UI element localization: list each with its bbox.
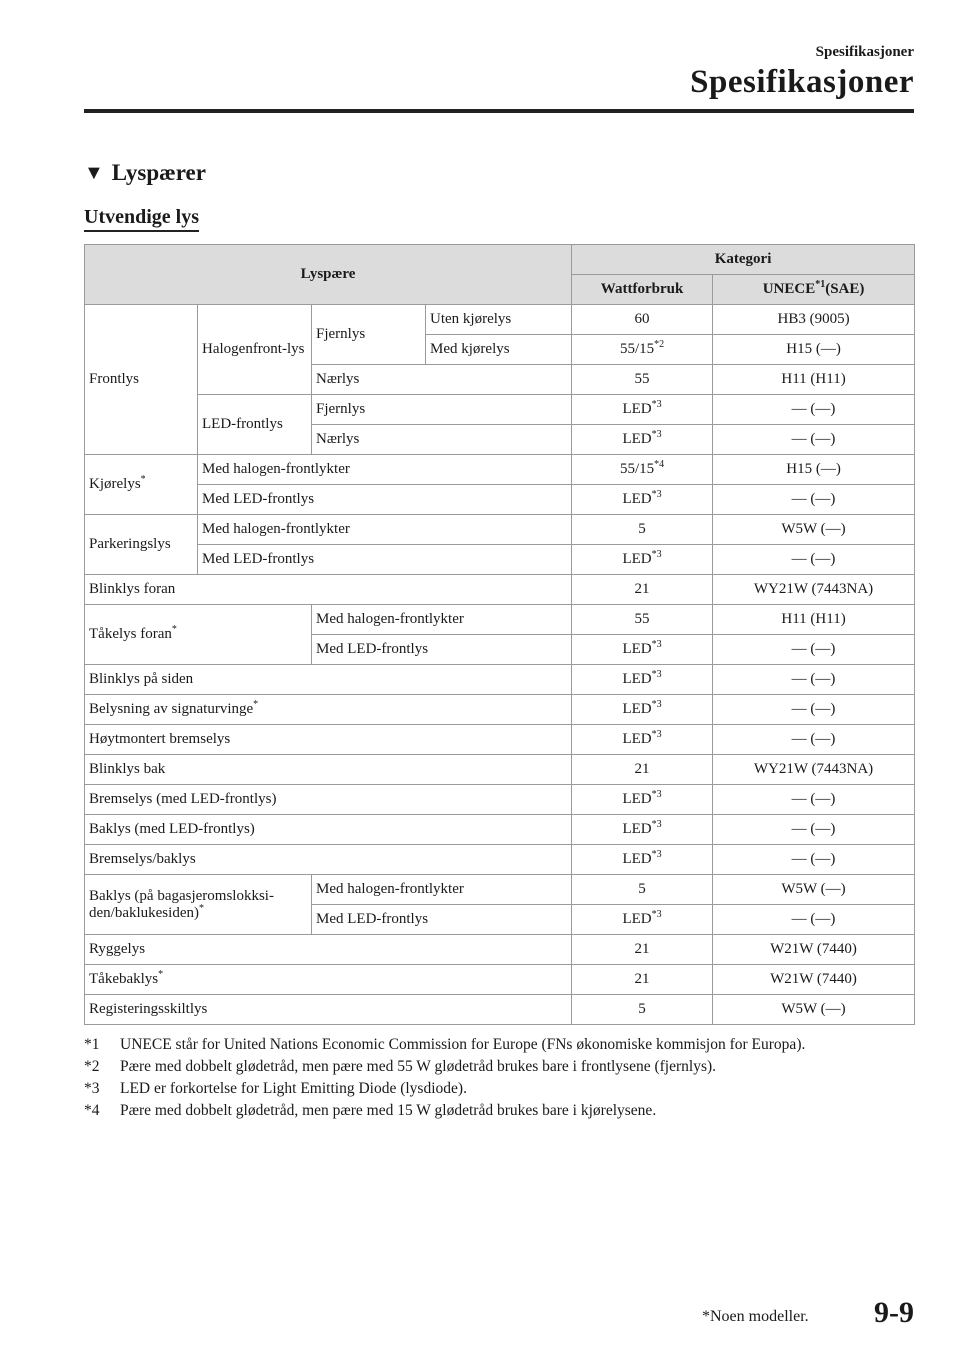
row-label: Nærlys	[312, 425, 572, 455]
table-row	[85, 515, 915, 545]
watt-value: 55/15$^{*2}$	[572, 335, 713, 365]
watt-value: 21	[572, 935, 713, 965]
table-row	[85, 575, 915, 605]
footer-note: *Noen modeller.	[702, 1308, 809, 1325]
col-header-category: Kategori	[572, 245, 915, 275]
watt-value: 21	[572, 755, 713, 785]
table-row	[85, 305, 915, 335]
bulb-spec-table	[84, 244, 915, 1025]
category-value: — (—)	[713, 845, 915, 875]
row-label: Høytmontert bremselys	[85, 725, 572, 755]
triangle-down-icon: ▼	[84, 161, 104, 184]
row-label: Blinklys foran	[85, 575, 572, 605]
category-value: WY21W (7443NA)	[713, 575, 915, 605]
footnote: *3 LED er forkortelse for Light Emitting Diode (lysdiode).	[84, 1080, 467, 1097]
row-label: Uten kjørelys	[426, 305, 572, 335]
row-label: Nærlys	[312, 365, 572, 395]
table-row	[85, 995, 915, 1025]
section-heading	[84, 160, 206, 186]
row-label: Med halogen-frontlykter	[198, 455, 572, 485]
table-row	[85, 935, 915, 965]
category-value: — (—)	[713, 815, 915, 845]
category-value: W5W (—)	[713, 515, 915, 545]
watt-value: 21	[572, 575, 713, 605]
watt-value: LED$^{*3}$	[572, 425, 713, 455]
category-value: W21W (7440)	[713, 965, 915, 995]
table-row	[85, 875, 915, 905]
category-value: H15 (—)	[713, 335, 915, 365]
watt-value: LED$^{*3}$	[572, 485, 713, 515]
row-label: Med kjørelys	[426, 335, 572, 365]
row-label: Blinklys bak	[85, 755, 572, 785]
table-row	[85, 785, 915, 815]
watt-value: LED$^{*3}$	[572, 785, 713, 815]
category-value: — (—)	[713, 725, 915, 755]
watt-value: LED$^{*3}$	[572, 725, 713, 755]
group-taakelys-foran: Tåkelys foran*	[85, 605, 312, 665]
table-row	[85, 395, 915, 425]
table-row	[85, 545, 915, 575]
table-header-row	[85, 245, 915, 275]
row-label: Blinklys på siden	[85, 665, 572, 695]
watt-value: 55	[572, 605, 713, 635]
category-value: — (—)	[713, 395, 915, 425]
category-value: — (—)	[713, 545, 915, 575]
header-rule	[84, 109, 914, 113]
watt-value: LED$^{*3}$	[572, 545, 713, 575]
category-value: H15 (—)	[713, 455, 915, 485]
watt-value: 55	[572, 365, 713, 395]
row-label: Med halogen-frontlykter	[312, 875, 572, 905]
chapter-title: Spesifikasjoner	[690, 64, 914, 100]
row-label: Bremselys/baklys	[85, 845, 572, 875]
col-header-bulb: Lyspære	[85, 245, 572, 305]
table-row	[85, 755, 915, 785]
footnotes	[84, 1034, 924, 1122]
group-frontlys: Frontlys	[85, 305, 198, 455]
watt-value: 5	[572, 875, 713, 905]
table-row	[85, 605, 915, 635]
footnote: *1 UNECE står for United Nations Economic Commission for Europe (FNs økonomiske kommisjon for Europa).	[84, 1036, 806, 1053]
table-row	[85, 485, 915, 515]
col-header-watt: Wattforbruk	[572, 275, 713, 305]
group-baklys-luke: Baklys (på bagasjeromslokksi- den/baklukesiden)*	[85, 875, 312, 935]
row-label: Bremselys (med LED-frontlys)	[85, 785, 572, 815]
table-row	[85, 845, 915, 875]
section-title: Lyspærer	[111, 160, 206, 185]
watt-value: 21	[572, 965, 713, 995]
category-value: — (—)	[713, 425, 915, 455]
watt-value: LED$^{*3}$	[572, 635, 713, 665]
table-row	[85, 695, 915, 725]
footnote: *4 Pære med dobbelt glødetråd, men pære med 15 W glødetråd brukes bare i kjørelysene.	[84, 1102, 657, 1119]
subsection-title: Utvendige lys	[84, 206, 199, 232]
watt-value: 5	[572, 515, 713, 545]
footnote: *2 Pære med dobbelt glødetråd, men pære med 55 W glødetråd brukes bare i frontlysene (fjernlys).	[84, 1058, 717, 1075]
table-row	[85, 725, 915, 755]
row-label: Med LED-frontlys	[312, 905, 572, 935]
category-value: W5W (—)	[713, 995, 915, 1025]
category-value: — (—)	[713, 485, 915, 515]
page-number: 9-9	[874, 1296, 914, 1329]
chapter-label: Spesifikasjoner	[815, 44, 914, 60]
subgroup-halogen: Halogenfront-lys	[198, 305, 312, 395]
category-value: W5W (—)	[713, 875, 915, 905]
table-row	[85, 455, 915, 485]
table-row	[85, 815, 915, 845]
row-label: Fjernlys	[312, 395, 572, 425]
group-kjorelys: Kjørelys*	[85, 455, 198, 515]
category-value: H11 (H11)	[713, 365, 915, 395]
col-header-unece: UNECE$^{*1}$(SAE)	[713, 275, 915, 305]
row-label: Belysning av signaturvinge*	[85, 695, 572, 725]
category-value: — (—)	[713, 905, 915, 935]
watt-value: 5	[572, 995, 713, 1025]
table-row	[85, 965, 915, 995]
subgroup-led-frontlys: LED-frontlys	[198, 395, 312, 455]
row-label: Med LED-frontlys	[312, 635, 572, 665]
category-value: H11 (H11)	[713, 605, 915, 635]
watt-value: LED$^{*3}$	[572, 845, 713, 875]
category-value: WY21W (7443NA)	[713, 755, 915, 785]
table-row	[85, 665, 915, 695]
watt-value: LED$^{*3}$	[572, 695, 713, 725]
row-label: Med halogen-frontlykter	[198, 515, 572, 545]
row-label: Ryggelys	[85, 935, 572, 965]
row-label: Registeringsskiltlys	[85, 995, 572, 1025]
group-parkeringslys: Parkeringslys	[85, 515, 198, 575]
watt-value: LED$^{*3}$	[572, 395, 713, 425]
category-value: — (—)	[713, 695, 915, 725]
category-value: W21W (7440)	[713, 935, 915, 965]
watt-value: LED$^{*3}$	[572, 905, 713, 935]
watt-value: LED$^{*3}$	[572, 815, 713, 845]
row-label: Med LED-frontlys	[198, 545, 572, 575]
watt-value: 60	[572, 305, 713, 335]
row-label: Med LED-frontlys	[198, 485, 572, 515]
watt-value: 55/15$^{*4}$	[572, 455, 713, 485]
category-value: — (—)	[713, 665, 915, 695]
row-label: Baklys (med LED-frontlys)	[85, 815, 572, 845]
row-label: Tåkebaklys*	[85, 965, 572, 995]
watt-value: LED$^{*3}$	[572, 665, 713, 695]
category-value: — (—)	[713, 785, 915, 815]
subgroup-fjernlys: Fjernlys	[312, 305, 426, 365]
category-value: HB3 (9005)	[713, 305, 915, 335]
row-label: Med halogen-frontlykter	[312, 605, 572, 635]
category-value: — (—)	[713, 635, 915, 665]
